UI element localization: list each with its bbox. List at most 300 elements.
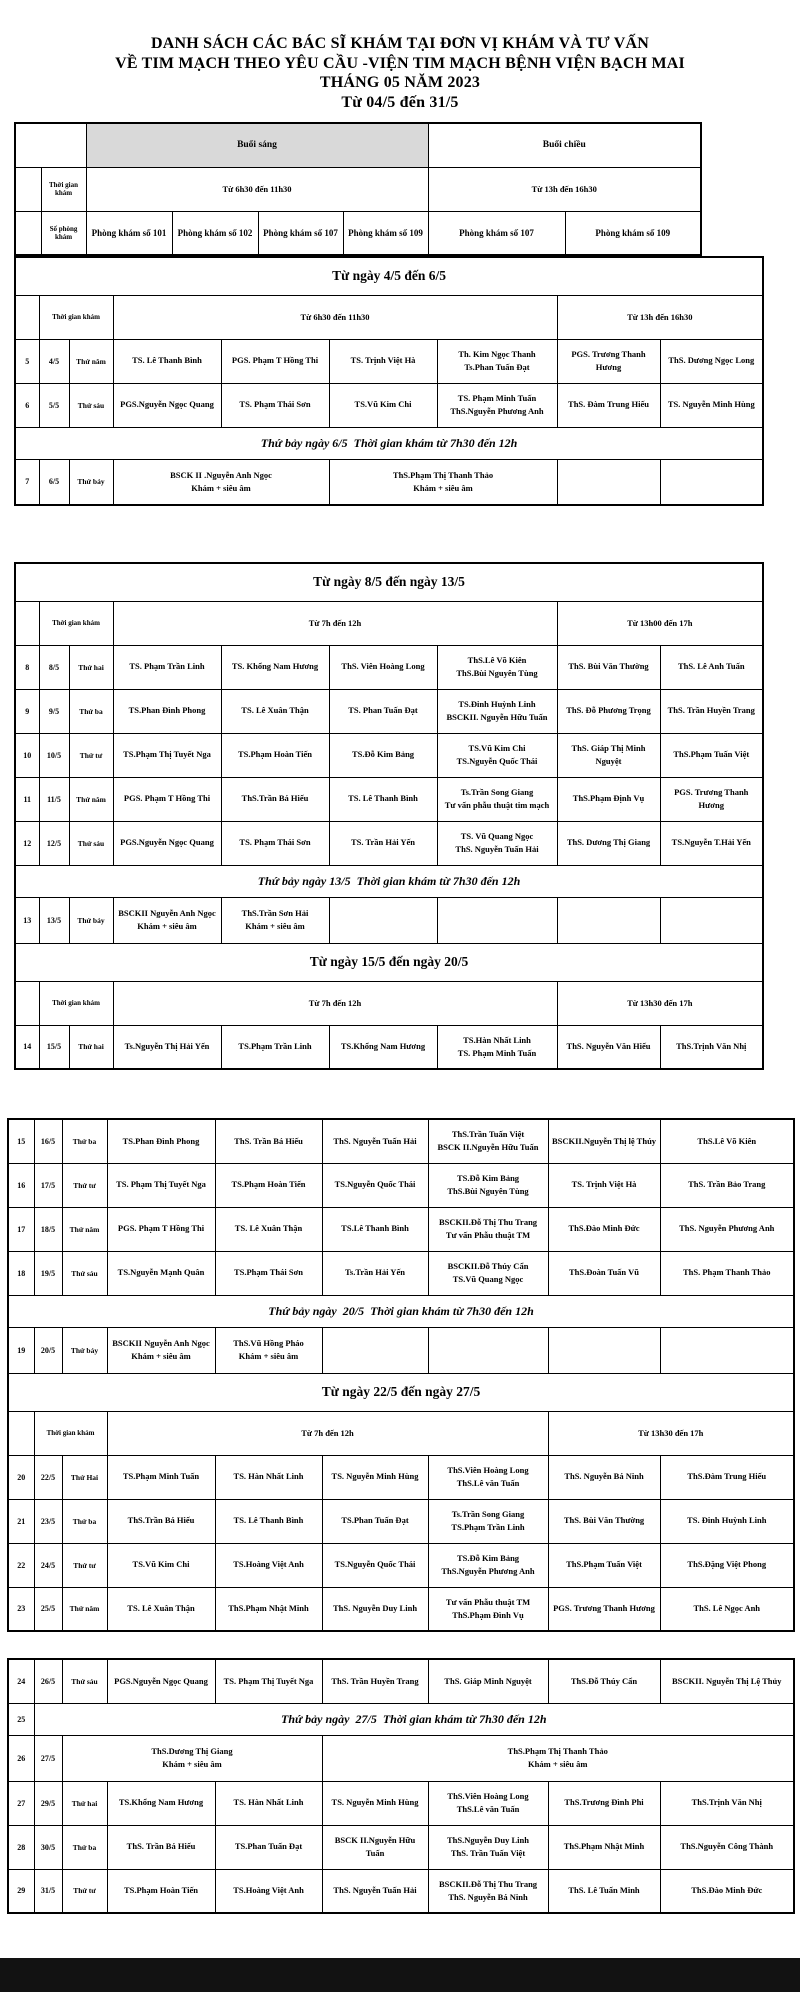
doctor-cell xyxy=(437,1025,557,1069)
cell-text: ThS.Đỗ Thúy Cẩn xyxy=(570,1675,638,1686)
cell-text: Từ ngày 4/5 đến 6/5 xyxy=(332,268,446,284)
cell-text: ThS. Nguyễn Duy Linh xyxy=(332,1603,418,1614)
table-row xyxy=(8,1781,794,1825)
table-row xyxy=(8,1207,794,1251)
cell-text: ThS.Đào Minh Đức xyxy=(691,1885,763,1896)
date-cell xyxy=(34,1735,62,1781)
cell-text: 25 xyxy=(17,1714,26,1724)
cell-text: ThS.Phạm Tuấn Việt xyxy=(673,749,750,760)
cell-text: 20 xyxy=(17,1472,26,1482)
cell-text: TS.Phạm Thái Sơn xyxy=(233,1267,304,1278)
row-number xyxy=(15,383,39,427)
cell-text: Từ 7h đến 12h xyxy=(301,1428,354,1438)
cell-text: TS.Vũ Quang Ngọc xyxy=(452,1274,524,1284)
cell-text: Khám + siêu âm xyxy=(238,1351,299,1361)
table-row xyxy=(15,211,701,255)
cell-text: ThS.Phạm Đình Vụ xyxy=(452,1609,524,1620)
day-cell xyxy=(69,645,113,689)
cell-text: ThS.Nguyễn Phương Anh xyxy=(450,406,544,416)
doctor-cell xyxy=(221,777,329,821)
row-number xyxy=(8,1327,34,1373)
cell-text: Thứ ba xyxy=(72,1842,97,1852)
empty-cell xyxy=(15,123,86,167)
cell-text: TS.Phạm Hoàn Tiến xyxy=(237,749,313,760)
cell-text: ThS.Trần Sơn Hải xyxy=(241,907,309,918)
cell-text: Thứ hai xyxy=(78,1042,104,1052)
cell-text: Thứ bảy xyxy=(70,1345,99,1355)
row-number xyxy=(8,1659,34,1703)
cell-text: TS.Nguyễn Mạnh Quân xyxy=(117,1267,205,1278)
cell-text: ThS.Nguyễn Phương Anh xyxy=(441,1566,535,1576)
table-row xyxy=(15,777,763,821)
cell-text: TS. Lê Thanh Bình xyxy=(233,1515,304,1526)
empty-cell xyxy=(15,211,41,255)
cell-text: PGS. Phạm T Hồng Thi xyxy=(117,1223,205,1234)
day-cell xyxy=(62,1455,107,1499)
table-row xyxy=(15,981,763,1025)
cell-text: ThS. Đỗ Phương Trọng xyxy=(566,705,651,716)
empty-cell xyxy=(437,897,557,943)
doctor-cell xyxy=(322,1455,428,1499)
row-number xyxy=(15,821,39,865)
doctor-cell xyxy=(322,1499,428,1543)
time-range xyxy=(107,1411,548,1455)
cell-text: 23/5 xyxy=(40,1516,56,1526)
cell-text: Thứ sáu xyxy=(77,838,105,848)
doctor-cell xyxy=(107,1587,215,1631)
doctor-cell xyxy=(660,1163,794,1207)
table-row xyxy=(8,1119,794,1163)
date-cell xyxy=(39,777,69,821)
table-row xyxy=(15,563,763,601)
cell-text: TS.Phạm Minh Tuấn xyxy=(122,1471,200,1482)
cell-text: 27/5 xyxy=(40,1753,56,1763)
doctor-cell xyxy=(548,1119,660,1163)
table-row xyxy=(8,1499,794,1543)
row-number xyxy=(15,897,39,943)
doctor-cell xyxy=(107,1543,215,1587)
cell-text: TS. Phạm Minh Tuấn xyxy=(457,1047,537,1058)
row-number xyxy=(8,1251,34,1295)
doctor-cell xyxy=(322,1251,428,1295)
row-number xyxy=(15,339,39,383)
cell-text: TS. Phạm Minh Tuấn xyxy=(457,392,537,403)
day-cell xyxy=(62,1327,107,1373)
room-header xyxy=(86,211,172,255)
cell-text: ThS.Phạm Nhật Minh xyxy=(563,1841,645,1852)
doctor-cell xyxy=(660,1659,794,1703)
cell-text: 21 xyxy=(17,1516,26,1526)
table-row xyxy=(8,1373,794,1411)
day-cell xyxy=(69,383,113,427)
session-band xyxy=(428,123,701,167)
cell-text: Buổi sáng xyxy=(237,140,277,151)
cell-text: TS. Lê Thanh Bình xyxy=(132,355,202,366)
doctor-cell xyxy=(548,1207,660,1251)
cell-text: 14 xyxy=(23,1042,32,1052)
cell-text: PGS. Trương Thanh Hương xyxy=(553,1603,655,1614)
row-number xyxy=(8,1825,34,1869)
cell-text: Phòng khám số 102 xyxy=(177,227,253,238)
doctor-cell xyxy=(557,689,660,733)
day-cell xyxy=(62,1587,107,1631)
cell-text: TS.Phan Đình Phong xyxy=(128,705,206,716)
cell-text: TS.Nguyễn Quốc Thái xyxy=(456,756,538,766)
cell-text: Thứ bảy ngày 6/5 Thời gian khám từ 7h30 đến 12h xyxy=(260,435,518,450)
row-number xyxy=(15,459,39,505)
doctor-cell xyxy=(329,689,437,733)
cell-text: 19 xyxy=(17,1345,26,1355)
saturday-header xyxy=(15,865,763,897)
doctor-cell xyxy=(215,1543,322,1587)
doctor-cell xyxy=(215,1119,322,1163)
cell-text: PGS.Nguyễn Ngọc Quang xyxy=(114,1675,208,1686)
cell-text: TS. Phạm Thái Sơn xyxy=(239,399,311,410)
table-row xyxy=(15,427,763,459)
doctor-cell xyxy=(437,689,557,733)
doctor-cell xyxy=(113,339,221,383)
cell-text: 12 xyxy=(23,838,32,848)
section-header xyxy=(15,563,763,601)
row-number xyxy=(8,1455,34,1499)
cell-text: ThS. Dương Thị Giang xyxy=(566,837,651,848)
cell-text: ThS.Trịnh Văn Nhị xyxy=(691,1797,762,1808)
time-range xyxy=(113,295,557,339)
doctor-cell xyxy=(107,1499,215,1543)
date-cell xyxy=(34,1543,62,1587)
doctor-cell xyxy=(113,383,221,427)
doctor-cell xyxy=(428,1543,548,1587)
doctor-cell xyxy=(428,1499,548,1543)
cell-text: TS.Phan Tuấn Đạt xyxy=(341,1515,409,1526)
bottom-bar xyxy=(0,1958,800,1992)
cell-text: Khám + siêu âm xyxy=(413,482,473,493)
cell-text: TS.Vũ Kim Chi xyxy=(468,742,526,753)
doctor-cell xyxy=(437,383,557,427)
doctor-cell xyxy=(548,1251,660,1295)
date-cell xyxy=(34,1825,62,1869)
doctor-cell xyxy=(660,1825,794,1869)
cell-text: 17 xyxy=(17,1224,26,1234)
cell-text: BSCKII.Đỗ Thị Thu Trang xyxy=(438,1878,538,1889)
cell-text: Thứ bảy ngày 27/5 Thời gian khám từ 7h30 đến 12h xyxy=(280,1711,547,1726)
table-row xyxy=(8,1163,794,1207)
doctor-cell xyxy=(322,1119,428,1163)
cell-text: PGS.Nguyễn Ngọc Quang xyxy=(120,399,214,410)
schedule-table-may8-15 xyxy=(14,562,764,1070)
cell-text: 15 xyxy=(17,1136,26,1146)
cell-text: ThS. Nguyễn Tuấn Hải xyxy=(333,1885,417,1896)
cell-text: 7 xyxy=(25,477,30,487)
cell-text: 5/5 xyxy=(48,400,60,410)
cell-text: Thứ năm xyxy=(69,1604,100,1614)
cell-text: ThS.Nguyễn Công Thành xyxy=(680,1841,774,1852)
doctor-cell xyxy=(428,1781,548,1825)
cell-text: 23 xyxy=(17,1604,26,1614)
date-cell xyxy=(39,645,69,689)
table-row xyxy=(8,1703,794,1735)
cell-text: ThS.Đàm Trung Hiếu xyxy=(687,1471,767,1482)
table-row xyxy=(15,167,701,211)
doctor-cell xyxy=(660,1869,794,1913)
cell-text: Thứ ba xyxy=(79,706,103,716)
doctor-cell xyxy=(548,1587,660,1631)
day-cell xyxy=(62,1781,107,1825)
table-row xyxy=(8,1411,794,1455)
row-number xyxy=(8,1703,34,1735)
cell-text: TS.Phạm Trần Linh xyxy=(238,1041,312,1052)
cell-text: BSCKII. Nguyễn Thị Lệ Thủy xyxy=(671,1675,782,1686)
cell-text: ThS.Trần Bá Hiếu xyxy=(127,1515,195,1526)
cell-text: Khám + siêu âm xyxy=(137,921,197,931)
cell-text: BSCKII Nguyễn Anh Ngọc xyxy=(112,1337,210,1348)
cell-text: TS. Phạm Thị Tuyết Nga xyxy=(116,1179,206,1190)
cell-text: ThS.Trần Tuấn Việt xyxy=(451,1129,525,1140)
doctor-cell xyxy=(215,1869,322,1913)
cell-text: ThS.Phạm Tuấn Việt xyxy=(566,1559,642,1570)
cell-text: ThS.Lê Võ Kiên xyxy=(697,1135,757,1146)
cell-text: TS. Lê Xuân Thận xyxy=(127,1603,195,1614)
room-header xyxy=(343,211,428,255)
time-range xyxy=(557,981,763,1025)
doctor-cell xyxy=(437,777,557,821)
cell-text: Thứ sáu xyxy=(77,400,105,410)
rooms-header-table xyxy=(14,122,702,256)
cell-text: Th. Kim Ngọc Thanh xyxy=(458,348,536,359)
cell-text: TS. Phan Tuấn Đạt xyxy=(348,705,418,716)
empty-cell xyxy=(557,897,660,943)
doctor-cell xyxy=(557,645,660,689)
cell-text: ThS.Phạm Thị Thanh Thảo xyxy=(507,1745,608,1756)
cell-text: ThS. Nguyễn Bá Ninh xyxy=(564,1471,644,1482)
cell-text: Thời gian khám xyxy=(46,1429,95,1437)
doctor-cell xyxy=(215,1499,322,1543)
cell-text: Thời gian khám xyxy=(52,999,100,1007)
cell-text: ThS. Phạm Thanh Thảo xyxy=(682,1267,771,1278)
cell-text: TS. Phạm Trần Linh xyxy=(129,661,205,672)
row-number xyxy=(8,1499,34,1543)
cell-text: 31/5 xyxy=(40,1886,56,1896)
cell-text: 6 xyxy=(25,400,30,410)
row-number xyxy=(15,733,39,777)
cell-text: Thứ tư xyxy=(73,1180,96,1190)
doctor-cell xyxy=(113,1025,221,1069)
doctor-cell xyxy=(107,1207,215,1251)
saturday-header xyxy=(8,1295,794,1327)
cell-text: Ts.Trần Song Giang xyxy=(460,786,534,797)
cell-text: ThS. Nguyễn Văn Hiếu xyxy=(566,1041,651,1052)
cell-text: TS. Vũ Quang Ngọc xyxy=(460,830,534,841)
header-label xyxy=(39,601,113,645)
doctor-cell xyxy=(215,1455,322,1499)
cell-text: 11 xyxy=(23,794,32,804)
doctor-cell xyxy=(329,459,557,505)
cell-text: ThS. Nguyễn Tuấn Hải xyxy=(333,1135,417,1146)
doctor-cell xyxy=(548,1543,660,1587)
cell-text: TS.Khổng Nam Hương xyxy=(118,1797,204,1808)
cell-text: Thứ năm xyxy=(76,356,106,366)
cell-text: Khám + siêu âm xyxy=(131,1351,191,1361)
time-range xyxy=(86,167,428,211)
doctor-cell xyxy=(548,1825,660,1869)
cell-text: Từ 13h đến 16h30 xyxy=(627,312,693,322)
row-number xyxy=(8,1587,34,1631)
table-row xyxy=(15,459,763,505)
doctor-cell xyxy=(113,897,221,943)
cell-text: ThS. Trần Tuấn Việt xyxy=(450,1848,526,1858)
doctor-cell xyxy=(557,383,660,427)
cell-text: ThS.Vũ Hồng Pháo xyxy=(233,1337,304,1348)
doctor-cell xyxy=(221,733,329,777)
cell-text: Tư vấn phẫu thuật tim mạch xyxy=(444,800,550,810)
section-header xyxy=(15,943,763,981)
cell-text: Thời gian khám xyxy=(52,313,100,321)
doctor-cell xyxy=(660,1543,794,1587)
cell-text: ThS. Trần Bảo Trang xyxy=(688,1179,766,1190)
table-row xyxy=(8,1295,794,1327)
table-row xyxy=(15,1025,763,1069)
doctor-cell xyxy=(107,1869,215,1913)
cell-text: Từ 7h đến 12h xyxy=(308,618,362,628)
table-row xyxy=(15,897,763,943)
empty-cell xyxy=(428,1327,548,1373)
cell-text: 16 xyxy=(17,1180,26,1190)
day-cell xyxy=(69,897,113,943)
doctor-cell xyxy=(322,1735,794,1781)
cell-text: 10/5 xyxy=(46,750,62,760)
doctor-cell xyxy=(107,1119,215,1163)
empty-cell xyxy=(15,601,39,645)
doctor-cell xyxy=(107,1825,215,1869)
date-cell xyxy=(34,1251,62,1295)
doctor-cell xyxy=(548,1659,660,1703)
date-cell xyxy=(39,821,69,865)
cell-text: TS. Phạm Thị Tuyết Nga xyxy=(223,1675,314,1686)
cell-text: 22 xyxy=(17,1560,26,1570)
doctor-cell xyxy=(557,733,660,777)
cell-text: ThS.Phạm Thị Thanh Thảo xyxy=(392,469,494,480)
cell-text: ThS.Viên Hoàng Long xyxy=(447,1464,529,1475)
cell-text: Phòng khám số 109 xyxy=(595,227,671,238)
date-cell xyxy=(34,1869,62,1913)
cell-text: 22/5 xyxy=(40,1472,56,1482)
time-range xyxy=(428,167,701,211)
cell-text: Số phòng khám xyxy=(49,224,78,241)
doctor-cell xyxy=(548,1455,660,1499)
row-number xyxy=(8,1163,34,1207)
day-cell xyxy=(62,1119,107,1163)
cell-text: 27 xyxy=(17,1798,26,1808)
cell-text: PGS. Phạm T Hồng Thi xyxy=(123,793,211,804)
cell-text: 8 xyxy=(25,662,30,672)
cell-text: Phòng khám số 109 xyxy=(348,227,423,238)
table-row xyxy=(8,1455,794,1499)
cell-text: TS. Lê Xuân Thận xyxy=(241,705,309,716)
cell-text: Phòng khám số 107 xyxy=(263,227,338,238)
cell-text: 29/5 xyxy=(40,1798,56,1808)
cell-text: Thứ tư xyxy=(73,1886,96,1896)
cell-text: 24/5 xyxy=(40,1560,56,1570)
doctor-cell xyxy=(322,1163,428,1207)
doctor-cell xyxy=(660,1207,794,1251)
cell-text: Từ 13h đến 16h30 xyxy=(531,184,597,194)
doctor-cell xyxy=(428,1869,548,1913)
cell-text: Ts.Trần Hải Yến xyxy=(345,1267,405,1278)
cell-text: Khám + siêu âm xyxy=(245,921,305,931)
date-cell xyxy=(39,1025,69,1069)
cell-text: TS.Nguyễn Quốc Thái xyxy=(334,1559,416,1570)
cell-text: BSCK II.Nguyễn Hữu Tuấn xyxy=(334,1834,416,1858)
row-number xyxy=(15,1025,39,1069)
cell-text: TS. Nguyễn Minh Hùng xyxy=(667,399,755,410)
cell-text: TS.Đỗ Kim Bảng xyxy=(456,1552,520,1563)
doctor-cell xyxy=(548,1869,660,1913)
table-row xyxy=(8,1251,794,1295)
doctor-cell xyxy=(322,1587,428,1631)
day-cell xyxy=(62,1207,107,1251)
doctor-cell xyxy=(322,1543,428,1587)
row-number xyxy=(8,1781,34,1825)
cell-text: PGS. Trương Thanh Hương xyxy=(571,348,646,372)
row-number xyxy=(8,1207,34,1251)
cell-text: Ts.Phan Tuấn Đạt xyxy=(464,362,530,372)
doctor-cell xyxy=(660,777,763,821)
cell-text: PGS.Nguyễn Ngọc Quang xyxy=(120,837,214,848)
doctor-cell xyxy=(107,1163,215,1207)
doctor-cell xyxy=(660,1781,794,1825)
cell-text: 18/5 xyxy=(40,1224,56,1234)
cell-text: TS.Hàn Nhất Linh xyxy=(463,1034,531,1045)
cell-text: 28 xyxy=(17,1842,26,1852)
cell-text: BSCKII. Nguyễn Hữu Tuấn xyxy=(446,712,548,722)
doctor-cell xyxy=(322,1869,428,1913)
cell-text: ThS. Trần Huyền Trang xyxy=(667,705,755,716)
title-line-3: THÁNG 05 NĂM 2023 xyxy=(319,74,481,91)
room-header xyxy=(428,211,565,255)
date-cell xyxy=(34,1163,62,1207)
section-header xyxy=(8,1373,794,1411)
table-row xyxy=(15,645,763,689)
table-row xyxy=(8,1659,794,1703)
cell-text: TS.Phạm Thị Tuyết Nga xyxy=(123,749,211,760)
date-cell xyxy=(39,459,69,505)
cell-text: BSCKII Nguyễn Anh Ngọc xyxy=(118,907,216,918)
cell-text: Thời gian khám xyxy=(49,181,78,197)
date-cell xyxy=(34,1327,62,1373)
cell-text: ThS. Trần Bá Hiếu xyxy=(234,1135,303,1146)
date-cell xyxy=(39,339,69,383)
doctor-cell xyxy=(62,1735,322,1781)
cell-text: TS. Trịnh Việt Hà xyxy=(571,1179,637,1190)
cell-text: 29 xyxy=(17,1886,26,1896)
doctor-cell xyxy=(221,1025,329,1069)
cell-text: TS.Phạm Hoàn Tiến xyxy=(231,1179,306,1190)
room-header xyxy=(172,211,258,255)
doctor-cell xyxy=(428,1455,548,1499)
cell-text: 5 xyxy=(25,356,30,366)
doctor-cell xyxy=(113,777,221,821)
doctor-cell xyxy=(660,1455,794,1499)
doctor-cell xyxy=(322,1781,428,1825)
cell-text: 15/5 xyxy=(46,1042,62,1052)
cell-text: Tư vấn Phẫu thuật TM xyxy=(445,1230,531,1240)
cell-text: 9/5 xyxy=(48,706,60,716)
cell-text: Thứ ba xyxy=(72,1136,97,1146)
cell-text: ThS. Nguyễn Phương Anh xyxy=(679,1223,775,1234)
table-row xyxy=(15,733,763,777)
cell-text: Thứ năm xyxy=(76,794,106,804)
day-cell xyxy=(62,1499,107,1543)
